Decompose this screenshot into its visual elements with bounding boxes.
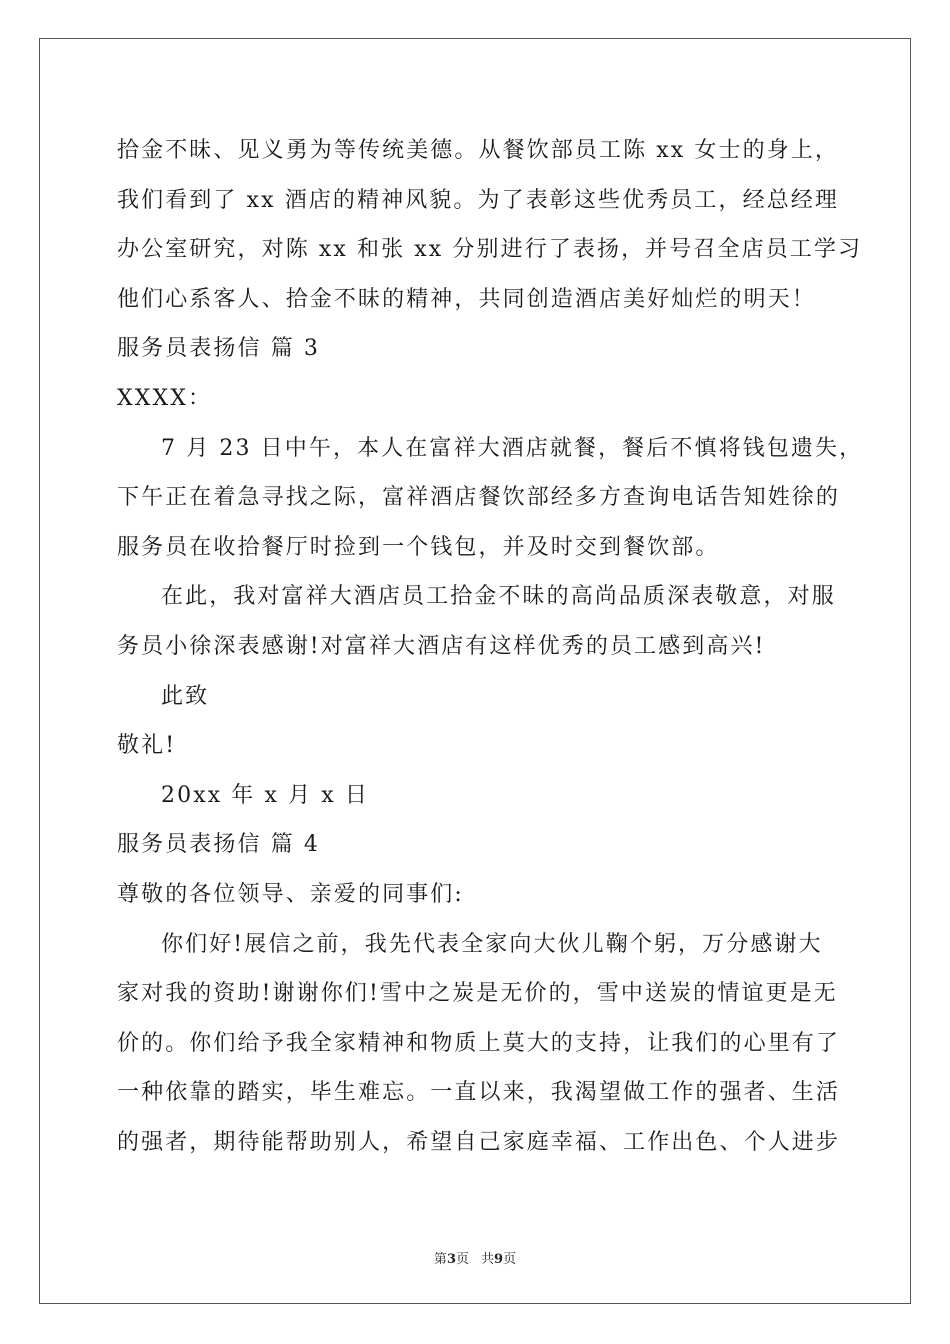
paragraph-line: 拾金不昧、见义勇为等传统美德。从餐饮部员工陈 xx 女士的身上， bbox=[117, 138, 840, 163]
paragraph-line: 办公室研究，对陈 xx 和张 xx 分别进行了表扬，并号召全店员工学习 bbox=[117, 237, 863, 263]
paragraph-line: 我们看到了 xx 酒店的精神风貌。为了表彰这些优秀员工，经总经理 bbox=[117, 187, 840, 213]
closing-line: 此致 bbox=[161, 683, 210, 709]
paragraph-line: 下午正在着急寻找之际，富祥酒店餐饮部经多方查询电话告知姓徐的 bbox=[117, 485, 841, 511]
page-footer bbox=[0, 1248, 950, 1267]
paragraph-line: 他们心系客人、拾金不昧的精神，共同创造酒店美好灿烂的明天！ bbox=[117, 286, 816, 312]
paragraph-line: 家对我的资助!谢谢你们!雪中之炭是无价的，雪中送炭的情谊更是无 bbox=[117, 981, 838, 1007]
date-line: 20xx 年 x 月 x 日 bbox=[161, 782, 369, 808]
paragraph-line: 你们好!展信之前，我先代表全家向大伙儿鞠个躬，万分感谢大 bbox=[161, 931, 823, 957]
salutation: XXXX： bbox=[117, 385, 213, 411]
closing-line: 敬礼! bbox=[117, 733, 177, 759]
paragraph-line: 一种依靠的踏实，毕生难忘。一直以来，我渴望做工作的强者、生活 bbox=[117, 1080, 841, 1106]
page-number: 3 bbox=[446, 1252, 456, 1267]
page-prefix: 第 bbox=[433, 1252, 447, 1267]
section-heading: 服务员表扬信 篇 3 bbox=[117, 336, 320, 362]
total-suffix: 页 bbox=[503, 1252, 517, 1267]
paragraph-line: 7 月 23 日中午，本人在富祥大酒店就餐，餐后不慎将钱包遗失， bbox=[161, 435, 864, 461]
paragraph-line: 服务员在收拾餐厅时捡到一个钱包，并及时交到餐饮部。 bbox=[117, 534, 720, 560]
paragraph-line: 务员小徐深表感谢!对富祥大酒店有这样优秀的员工感到高兴! bbox=[117, 633, 766, 659]
page-suffix: 页 bbox=[455, 1252, 469, 1267]
paragraph-line: 的强者，期待能帮助别人，希望自己家庭幸福、工作出色、个人进步 bbox=[117, 1129, 841, 1155]
total-pages: 9 bbox=[494, 1252, 504, 1267]
section-heading: 服务员表扬信 篇 4 bbox=[117, 832, 320, 858]
paragraph-line: 价的。你们给予我全家精神和物质上莫大的支持，让我们的心里有了 bbox=[117, 1030, 841, 1056]
paragraph-line: 在此，我对富祥大酒店员工拾金不昧的高尚品质深表敬意，对服 bbox=[161, 584, 836, 610]
total-prefix: 共 bbox=[481, 1252, 495, 1267]
salutation: 尊敬的各位领导、亲爱的同事们: bbox=[117, 881, 464, 907]
document-body bbox=[117, 126, 864, 1167]
